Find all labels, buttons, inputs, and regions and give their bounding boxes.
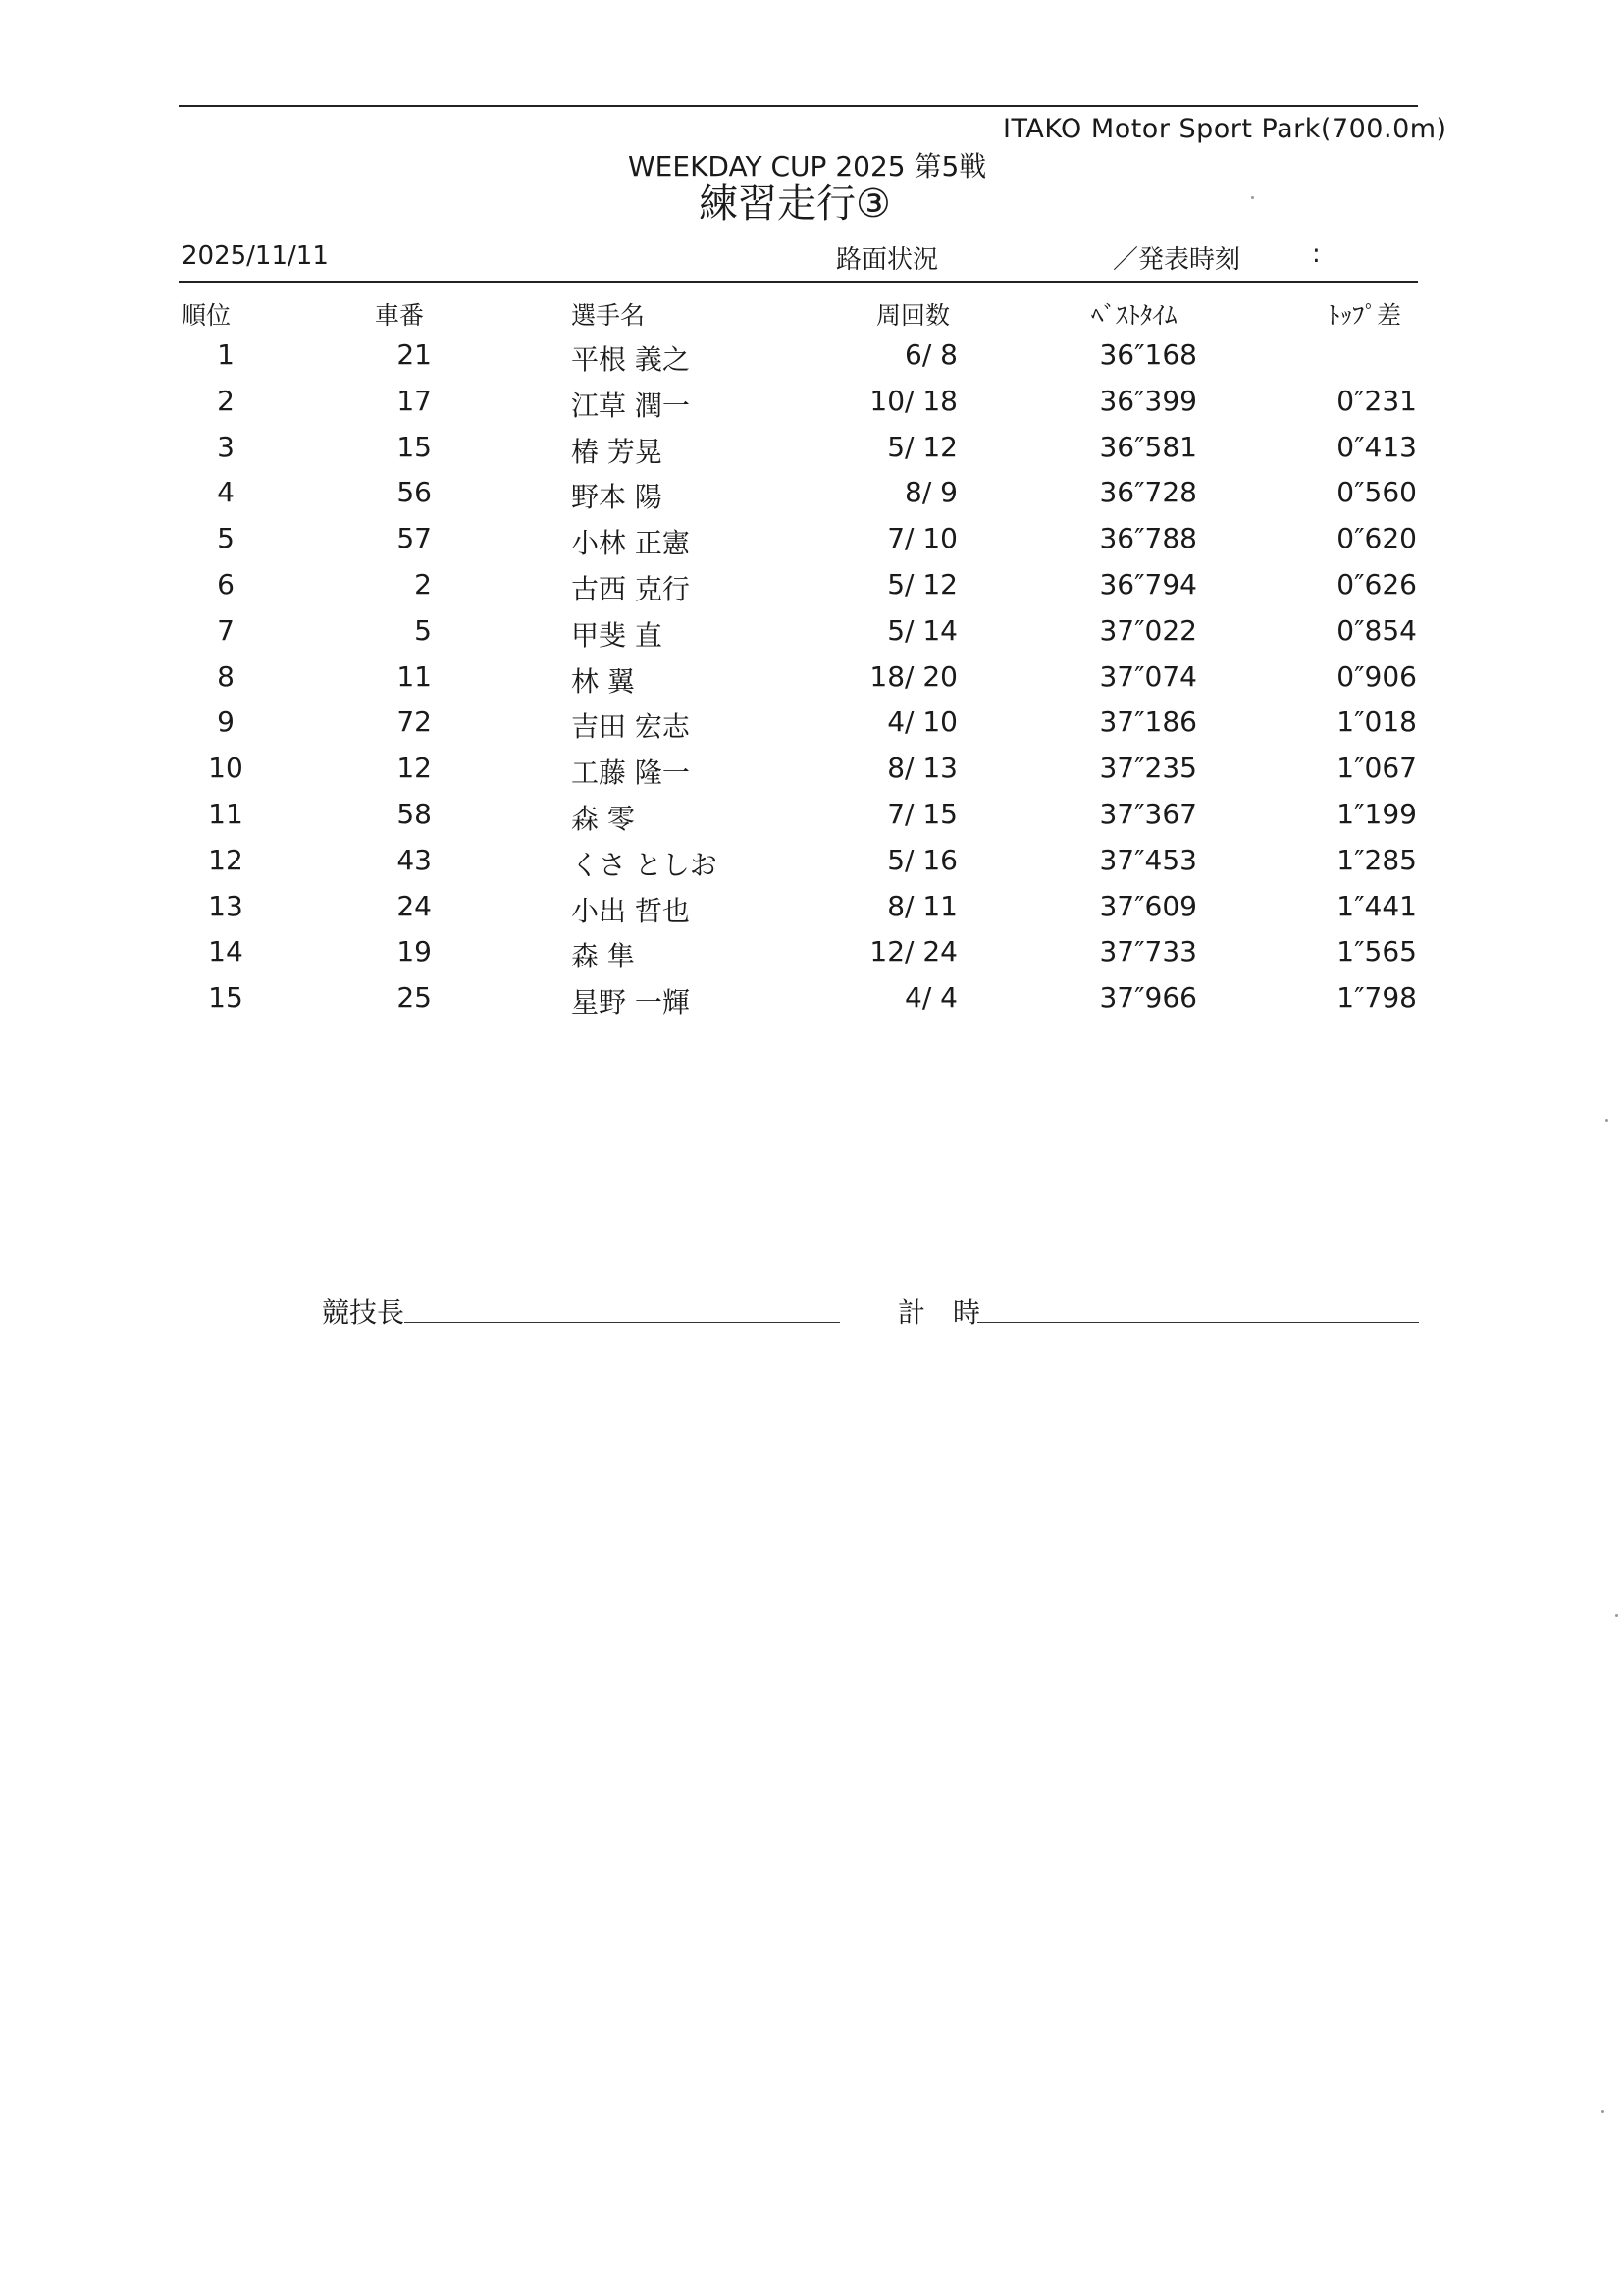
cell-driver-name: 江草 潤一	[571, 389, 690, 422]
cell-position: 11	[208, 798, 243, 830]
cell-car-number: 58	[396, 798, 432, 830]
cell-gap-to-top: 0″413	[1336, 430, 1417, 463]
cell-car-number: 21	[396, 339, 432, 371]
cell-driver-name: 野本 陽	[571, 481, 662, 514]
cell-position: 15	[208, 981, 243, 1015]
cell-best-time: 37″022	[1099, 613, 1197, 647]
column-header-best-time: ﾍﾞｽﾄﾀｲﾑ	[1091, 301, 1178, 330]
event-date: 2025/11/11	[182, 241, 329, 271]
column-header-laps: 周回数	[876, 301, 951, 330]
scan-speck	[1615, 1614, 1618, 1617]
venue-name: ITAKO Motor Sport Park(700.0m)	[1003, 114, 1447, 144]
cell-position: 6	[217, 568, 235, 600]
cell-position: 13	[208, 889, 243, 922]
cell-car-number: 15	[396, 430, 432, 463]
cell-gap-to-top: 0″626	[1336, 568, 1417, 600]
column-header-gap: ﾄｯﾌﾟ差	[1328, 301, 1402, 330]
cell-best-time: 36″728	[1099, 476, 1197, 509]
column-header-driver: 選手名	[571, 301, 646, 330]
cell-best-time: 37″186	[1099, 705, 1197, 739]
header-rule	[179, 281, 1418, 283]
column-header-position: 順位	[182, 301, 232, 330]
session-title: 練習走行③	[699, 182, 891, 227]
table-row	[0, 935, 1623, 980]
table-row	[0, 522, 1623, 567]
cell-driver-name: 林 翼	[571, 664, 635, 698]
scan-speck	[1605, 1119, 1608, 1122]
cell-gap-to-top: 0″906	[1336, 659, 1417, 693]
cell-car-number: 5	[414, 613, 432, 647]
cell-laps: 5/ 16	[887, 843, 958, 876]
cell-gap-to-top: 1″285	[1336, 843, 1417, 876]
cell-best-time: 37″074	[1099, 659, 1197, 693]
table-row	[0, 385, 1623, 430]
cell-gap-to-top: 1″199	[1336, 798, 1417, 830]
cell-laps: 4/ 10	[887, 705, 958, 739]
cell-car-number: 25	[396, 981, 432, 1015]
cell-driver-name: 森 零	[571, 803, 635, 835]
table-row	[0, 981, 1623, 1026]
cell-laps: 5/ 12	[887, 568, 958, 600]
cell-driver-name: 古西 克行	[571, 573, 690, 605]
cell-position: 10	[208, 752, 243, 785]
cell-car-number: 11	[396, 659, 432, 693]
table-row	[0, 705, 1623, 751]
cell-gap-to-top: 1″565	[1336, 935, 1417, 968]
cell-car-number: 12	[396, 752, 432, 785]
cell-gap-to-top: 0″560	[1336, 476, 1417, 509]
cell-laps: 10/ 18	[869, 384, 958, 417]
cell-driver-name: 小出 哲也	[571, 894, 690, 927]
cell-laps: 4/ 4	[905, 981, 958, 1015]
cell-laps: 7/ 15	[887, 798, 958, 830]
cell-car-number: 19	[396, 935, 432, 968]
cell-position: 14	[208, 935, 243, 968]
cell-driver-name: 星野 一輝	[571, 986, 690, 1019]
cell-driver-name: 甲斐 直	[571, 618, 662, 652]
top-rule	[179, 105, 1418, 107]
cell-car-number: 2	[414, 568, 432, 600]
cell-gap-to-top: 1″798	[1336, 981, 1417, 1015]
cell-position: 4	[217, 476, 235, 509]
cell-laps: 18/ 20	[869, 659, 958, 693]
cell-position: 8	[217, 659, 235, 693]
cell-position: 7	[217, 613, 235, 647]
chief-steward-signature-line	[404, 1322, 840, 1323]
cell-gap-to-top: 0″231	[1336, 384, 1417, 417]
cell-car-number: 17	[396, 384, 432, 417]
table-row	[0, 614, 1623, 659]
cell-gap-to-top: 0″854	[1336, 613, 1417, 647]
cell-best-time: 37″367	[1099, 798, 1197, 830]
cell-best-time: 36″168	[1099, 339, 1197, 371]
cell-position: 2	[217, 384, 235, 417]
cell-driver-name: 平根 義之	[571, 343, 690, 376]
cell-position: 9	[217, 705, 235, 739]
cell-best-time: 36″788	[1099, 522, 1197, 555]
cell-gap-to-top: 1″018	[1336, 705, 1417, 739]
cell-driver-name: 工藤 隆一	[571, 757, 690, 790]
cell-car-number: 56	[396, 476, 432, 509]
table-row	[0, 844, 1623, 889]
cell-position: 3	[217, 430, 235, 463]
cell-laps: 8/ 13	[887, 752, 958, 785]
cell-driver-name: 森 隼	[571, 940, 635, 973]
cell-driver-name: くさ としお	[571, 848, 717, 881]
cell-car-number: 57	[396, 522, 432, 555]
cell-laps: 5/ 14	[887, 613, 958, 647]
column-header-car-number: 車番	[375, 301, 425, 330]
table-row	[0, 431, 1623, 476]
cell-position: 5	[217, 522, 235, 555]
cell-driver-name: 椿 芳晃	[571, 435, 662, 468]
cell-gap-to-top: 1″441	[1336, 889, 1417, 922]
cell-best-time: 36″794	[1099, 568, 1197, 600]
timing-label: 計 時	[898, 1296, 981, 1329]
chief-steward-label: 競技長	[322, 1296, 405, 1329]
table-row	[0, 890, 1623, 935]
table-row	[0, 476, 1623, 521]
table-row	[0, 752, 1623, 797]
cell-best-time: 37″733	[1099, 935, 1197, 968]
cell-best-time: 37″453	[1099, 843, 1197, 876]
cell-car-number: 24	[396, 889, 432, 922]
cell-best-time: 36″399	[1099, 384, 1197, 417]
table-row	[0, 568, 1623, 613]
cell-laps: 8/ 9	[905, 476, 958, 509]
table-row	[0, 339, 1623, 384]
announce-time-label: ／発表時刻	[1113, 245, 1241, 275]
event-title: WEEKDAY CUP 2025 第5戦	[628, 150, 987, 183]
scan-speck	[1251, 196, 1254, 199]
announce-time-value: :	[1312, 239, 1321, 269]
cell-driver-name: 小林 正憲	[571, 527, 690, 560]
table-row	[0, 798, 1623, 843]
table-row	[0, 660, 1623, 705]
cell-position: 12	[208, 843, 243, 876]
cell-driver-name: 吉田 宏志	[571, 710, 690, 744]
cell-best-time: 37″609	[1099, 889, 1197, 922]
road-condition-label: 路面状況	[836, 245, 939, 275]
cell-best-time: 36″581	[1099, 430, 1197, 463]
cell-best-time: 37″235	[1099, 752, 1197, 785]
cell-laps: 6/ 8	[905, 339, 958, 371]
cell-gap-to-top: 0″620	[1336, 522, 1417, 555]
cell-laps: 8/ 11	[887, 889, 958, 922]
cell-laps: 12/ 24	[869, 935, 958, 968]
scan-speck	[1601, 2110, 1604, 2113]
cell-gap-to-top: 1″067	[1336, 752, 1417, 785]
cell-best-time: 37″966	[1099, 981, 1197, 1015]
cell-car-number: 43	[396, 843, 432, 876]
cell-laps: 7/ 10	[887, 522, 958, 555]
cell-car-number: 72	[396, 705, 432, 739]
timing-signature-line	[977, 1322, 1419, 1323]
cell-position: 1	[217, 339, 235, 371]
cell-laps: 5/ 12	[887, 430, 958, 463]
